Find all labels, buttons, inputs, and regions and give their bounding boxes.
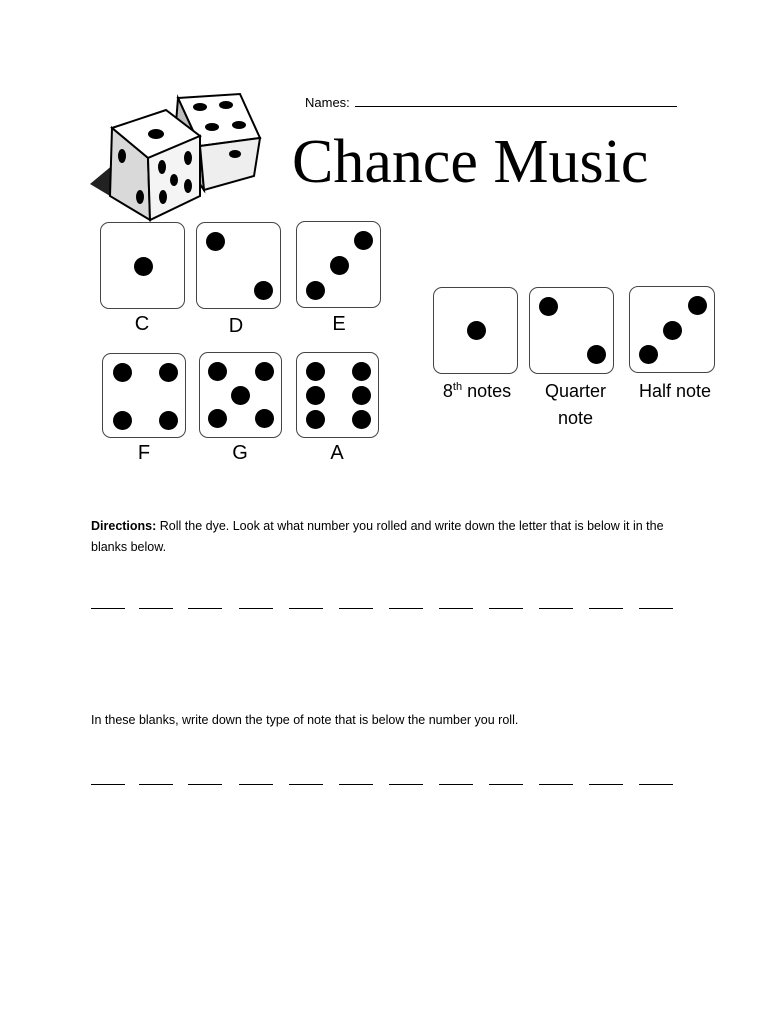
letter-blank[interactable]: [339, 598, 373, 609]
note-blank[interactable]: [539, 774, 573, 785]
letter-blank[interactable]: [439, 598, 473, 609]
pip: [255, 362, 274, 381]
letter-blank[interactable]: [539, 598, 573, 609]
letter-blank[interactable]: [489, 598, 523, 609]
pip: [539, 297, 558, 316]
die-face-1: [100, 222, 185, 309]
pip: [255, 409, 274, 428]
note-blank[interactable]: [91, 774, 125, 785]
directions-body: Roll the dye. Look at what number you rolled and write down the letter that is below it in the blanks below.: [91, 519, 664, 554]
die-letter-label: A: [330, 442, 344, 464]
pip: [306, 362, 325, 381]
pip: [306, 386, 325, 405]
pip: [352, 362, 371, 381]
note-blank[interactable]: [139, 774, 173, 785]
pip: [330, 256, 349, 275]
letter-blank[interactable]: [639, 598, 673, 609]
note-blank[interactable]: [339, 774, 373, 785]
letter-blank[interactable]: [239, 598, 273, 609]
letter-blank[interactable]: [91, 598, 125, 609]
die-face-2: [196, 222, 281, 309]
page-title: Chance Music: [292, 128, 649, 196]
note-blank[interactable]: [188, 774, 222, 785]
pip: [134, 257, 153, 276]
note-die-face-1: [433, 287, 518, 374]
pip: [587, 345, 606, 364]
letter-blank[interactable]: [389, 598, 423, 609]
pip: [159, 411, 178, 430]
pip: [208, 362, 227, 381]
note-blank[interactable]: [389, 774, 423, 785]
notes-instruction: In these blanks, write down the type of note that is below the number you roll.: [91, 713, 519, 727]
pip: [206, 232, 225, 251]
names-blank-line[interactable]: [355, 94, 677, 107]
pip: [113, 363, 132, 382]
note-die-face-2: [529, 287, 614, 374]
pip: [663, 321, 682, 340]
die-face-4: [102, 353, 186, 438]
pip: [354, 231, 373, 250]
die-face-5: [199, 352, 282, 438]
pip: [467, 321, 486, 340]
note-label-quarter: Quarter note: [544, 381, 607, 428]
note-blank[interactable]: [639, 774, 673, 785]
dice-illustration: [88, 92, 268, 227]
note-blanks-row: [91, 774, 681, 786]
pip: [352, 410, 371, 429]
pip: [113, 411, 132, 430]
note-blank[interactable]: [439, 774, 473, 785]
pip: [208, 409, 227, 428]
die-letter-label: F: [137, 442, 151, 464]
note-die-face-3: [629, 286, 715, 373]
note-blank[interactable]: [239, 774, 273, 785]
letter-blanks-row: [91, 598, 681, 610]
note-label-half: Half note: [638, 381, 712, 401]
pip: [688, 296, 707, 315]
letter-blank[interactable]: [589, 598, 623, 609]
pip: [639, 345, 658, 364]
directions-text: [91, 516, 691, 558]
note-blank[interactable]: [489, 774, 523, 785]
note-blank[interactable]: [589, 774, 623, 785]
names-label: Names:: [305, 95, 350, 110]
note-blank[interactable]: [289, 774, 323, 785]
pip: [159, 363, 178, 382]
names-field[interactable]: [305, 94, 677, 110]
pip: [231, 386, 250, 405]
die-face-6: [296, 352, 379, 438]
letter-blank[interactable]: [289, 598, 323, 609]
directions-label: Directions:: [91, 519, 157, 533]
die-letter-label: E: [332, 313, 346, 335]
pip: [352, 386, 371, 405]
pip: [254, 281, 273, 300]
letter-blank[interactable]: [139, 598, 173, 609]
die-face-3: [296, 221, 381, 308]
letter-blank[interactable]: [188, 598, 222, 609]
note-label-eighth: 8th notes: [442, 381, 512, 401]
die-letter-label: C: [134, 313, 150, 335]
pip: [306, 410, 325, 429]
die-letter-label: G: [232, 442, 248, 464]
pip: [306, 281, 325, 300]
die-letter-label: D: [228, 315, 244, 337]
